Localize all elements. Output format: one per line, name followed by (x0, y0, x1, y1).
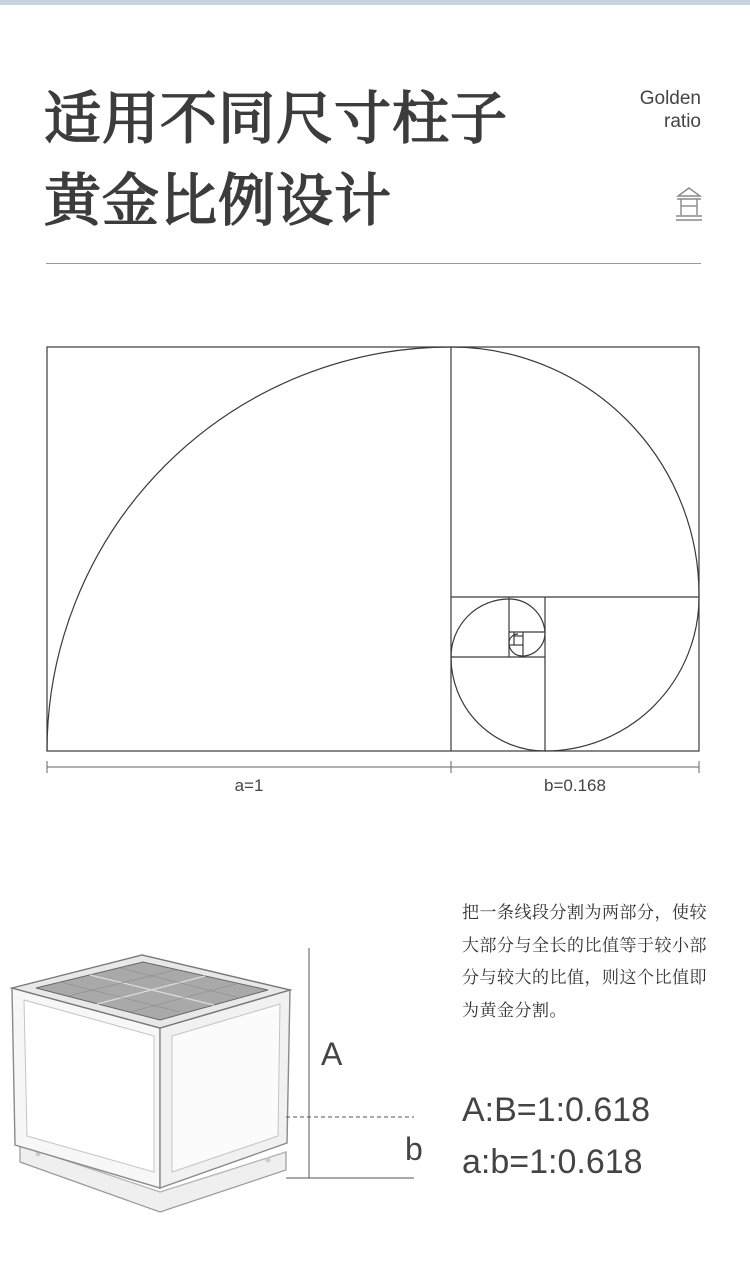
dimension-lines (47, 761, 699, 773)
solar-pillar-lamp-icon (0, 940, 440, 1240)
golden-section-definition: 把一条线段分割为两部分，使较大部分与全长的比值等于较小部分与较大的比值，则这个比值即为黄金分割。 (462, 903, 707, 1021)
title-line-1: 适用不同尺寸柱子 (44, 86, 508, 152)
label-a-equals-1: a=1 (234, 776, 264, 795)
golden-rectangles (47, 347, 699, 751)
label-A: A (321, 1036, 343, 1072)
golden-word: Golden (639, 88, 701, 109)
title-line-2: 黄金比例设计 (44, 168, 392, 234)
golden-spiral-curve (47, 347, 699, 751)
label-b-equals: b=0.168 (544, 776, 606, 795)
ratio-word: ratio (664, 111, 701, 132)
ratio-lower: a:b=1:0.618 (462, 1143, 643, 1181)
ratio-upper: A:B=1:0.618 (462, 1091, 651, 1129)
label-b: b (405, 1131, 423, 1167)
